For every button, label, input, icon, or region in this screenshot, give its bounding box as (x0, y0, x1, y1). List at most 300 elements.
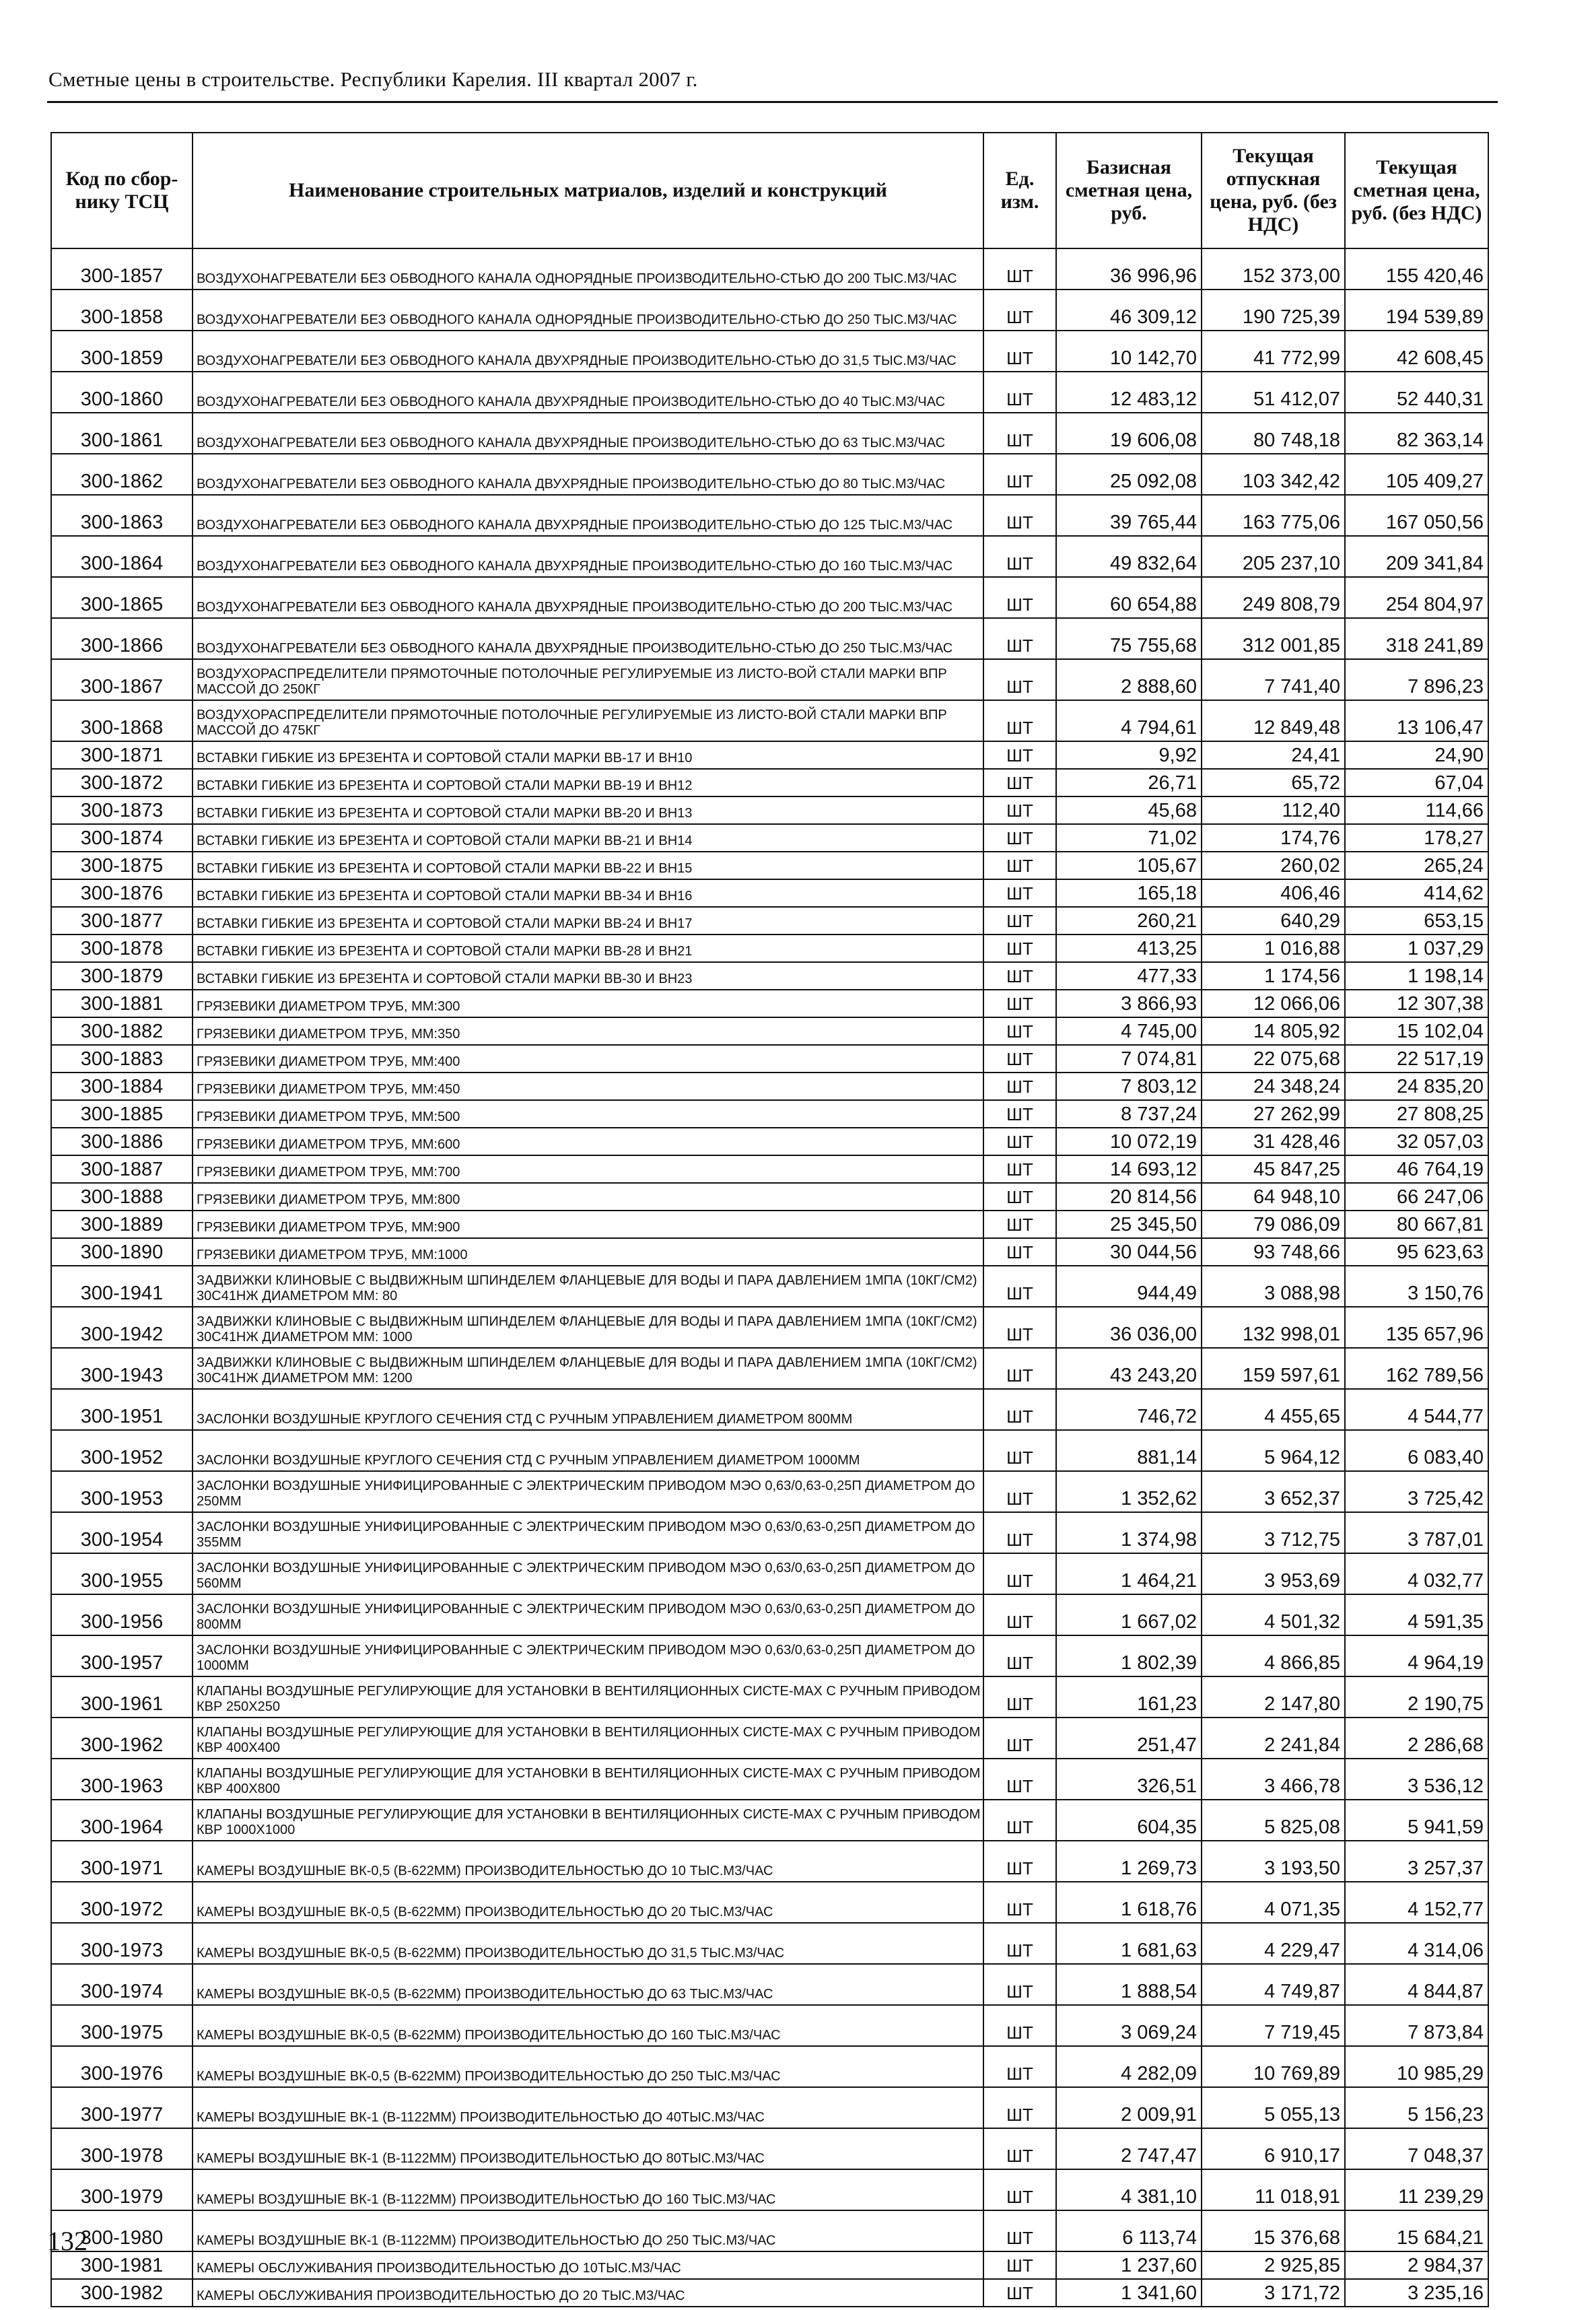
cell-release-price: 6 910,17 (1202, 2128, 1345, 2169)
cell-release-price: 27 262,99 (1202, 1100, 1345, 1128)
cell-base-price: 2 009,91 (1056, 2087, 1202, 2128)
table-row (51, 1155, 1488, 1183)
cell-name: ЗАСЛОНКИ ВОЗДУШНЫЕ УНИФИЦИРОВАННЫЕ С ЭЛЕКТРИЧЕСКИМ ПРИВОДОМ МЭО 0,63/0,63-0,25П ДИАМЕТРОМ ДО 560ММ (193, 1553, 983, 1594)
cell-release-price: 152 373,00 (1202, 248, 1345, 290)
cell-release-price: 4 866,85 (1202, 1635, 1345, 1676)
cell-unit: ШТ (983, 1238, 1056, 1266)
cell-code: 300-1868 (51, 700, 193, 741)
cell-code: 300-1867 (51, 659, 193, 700)
cell-code: 300-1971 (51, 1841, 193, 1882)
table-row (51, 1471, 1488, 1512)
cell-unit: ШТ (983, 2087, 1056, 2128)
cell-estimate-price: 11 239,29 (1345, 2169, 1488, 2210)
cell-base-price: 10 072,19 (1056, 1128, 1202, 1155)
cell-estimate-price: 15 102,04 (1345, 1017, 1488, 1045)
cell-base-price: 477,33 (1056, 962, 1202, 990)
cell-unit: ШТ (983, 1045, 1056, 1073)
cell-name: ВСТАВКИ ГИБКИЕ ИЗ БРЕЗЕНТА И СОРТОВОЙ СТАЛИ МАРКИ ВВ-22 И ВН15 (193, 852, 983, 879)
cell-estimate-price: 194 539,89 (1345, 290, 1488, 331)
cell-release-price: 65,72 (1202, 769, 1345, 796)
cell-release-price: 3 193,50 (1202, 1841, 1345, 1882)
cell-release-price: 3 652,37 (1202, 1471, 1345, 1512)
cell-unit: ШТ (983, 1841, 1056, 1882)
cell-base-price: 19 606,08 (1056, 413, 1202, 454)
cell-name: КАМЕРЫ ВОЗДУШНЫЕ ВК-1 (В-1122ММ) ПРОИЗВОДИТЕЛЬНОСТЬЮ ДО 160 ТЫС.М3/ЧАС (193, 2169, 983, 2210)
table-row (51, 1964, 1488, 2005)
table-row (51, 852, 1488, 879)
cell-estimate-price: 24,90 (1345, 741, 1488, 769)
cell-release-price: 3 953,69 (1202, 1553, 1345, 1594)
column-header-name: Наименование строительных матриалов, изделий и конструкций (193, 133, 983, 248)
cell-unit: ШТ (983, 907, 1056, 935)
table-row (51, 1430, 1488, 1471)
cell-base-price: 746,72 (1056, 1389, 1202, 1430)
table-row (51, 2169, 1488, 2210)
cell-name: КАМЕРЫ ВОЗДУШНЫЕ ВК-1 (В-1122ММ) ПРОИЗВОДИТЕЛЬНОСТЬЮ ДО 40ТЫС.М3/ЧАС (193, 2087, 983, 2128)
cell-estimate-price: 32 057,03 (1345, 1128, 1488, 1155)
cell-unit: ШТ (983, 2210, 1056, 2251)
table-row (51, 1594, 1488, 1635)
cell-code: 300-1886 (51, 1128, 193, 1155)
cell-release-price: 15 376,68 (1202, 2210, 1345, 2251)
cell-name: ГРЯЗЕВИКИ ДИАМЕТРОМ ТРУБ, ММ:800 (193, 1183, 983, 1211)
cell-estimate-price: 3 150,76 (1345, 1266, 1488, 1307)
cell-estimate-price: 4 314,06 (1345, 1923, 1488, 1964)
table-row (51, 659, 1488, 700)
cell-estimate-price: 135 657,96 (1345, 1307, 1488, 1348)
cell-unit: ШТ (983, 2128, 1056, 2169)
cell-code: 300-1961 (51, 1676, 193, 1718)
cell-code: 300-1941 (51, 1266, 193, 1307)
cell-base-price: 8 737,24 (1056, 1100, 1202, 1128)
column-header-release-price: Текущая отпускная цена, руб. (без НДС) (1202, 133, 1345, 248)
cell-estimate-price: 6 083,40 (1345, 1430, 1488, 1471)
cell-code: 300-1963 (51, 1759, 193, 1800)
cell-unit: ШТ (983, 2279, 1056, 2307)
table-body (51, 248, 1488, 2307)
cell-estimate-price: 3 787,01 (1345, 1512, 1488, 1553)
cell-unit: ШТ (983, 935, 1056, 962)
cell-release-price: 640,29 (1202, 907, 1345, 935)
cell-name: ЗАСЛОНКИ ВОЗДУШНЫЕ КРУГЛОГО СЕЧЕНИЯ СТД С РУЧНЫМ УПРАВЛЕНИЕМ ДИАМЕТРОМ 1000ММ (193, 1430, 983, 1471)
cell-release-price: 80 748,18 (1202, 413, 1345, 454)
cell-code: 300-1888 (51, 1183, 193, 1211)
cell-unit: ШТ (983, 2005, 1056, 2046)
table-row (51, 824, 1488, 852)
cell-name: ВСТАВКИ ГИБКИЕ ИЗ БРЕЗЕНТА И СОРТОВОЙ СТАЛИ МАРКИ ВВ-34 И ВН16 (193, 879, 983, 907)
table-row (51, 1800, 1488, 1841)
cell-code: 300-1862 (51, 454, 193, 495)
cell-base-price: 2 888,60 (1056, 659, 1202, 700)
cell-unit: ШТ (983, 2169, 1056, 2210)
table-row (51, 2279, 1488, 2307)
table-row (51, 536, 1488, 577)
cell-release-price: 3 466,78 (1202, 1759, 1345, 1800)
cell-code: 300-1972 (51, 1882, 193, 1923)
cell-unit: ШТ (983, 1073, 1056, 1100)
table-row (51, 1238, 1488, 1266)
cell-release-price: 5 964,12 (1202, 1430, 1345, 1471)
cell-unit: ШТ (983, 1718, 1056, 1759)
cell-base-price: 49 832,64 (1056, 536, 1202, 577)
cell-name: КАМЕРЫ ОБСЛУЖИВАНИЯ ПРОИЗВОДИТЕЛЬНОСТЬЮ ДО 10ТЫС.М3/ЧАС (193, 2251, 983, 2279)
cell-name: ВСТАВКИ ГИБКИЕ ИЗ БРЕЗЕНТА И СОРТОВОЙ СТАЛИ МАРКИ ВВ-19 И ВН12 (193, 769, 983, 796)
cell-release-price: 3 088,98 (1202, 1266, 1345, 1307)
cell-code: 300-1977 (51, 2087, 193, 2128)
cell-code: 300-1942 (51, 1307, 193, 1348)
cell-release-price: 24,41 (1202, 741, 1345, 769)
cell-release-price: 260,02 (1202, 852, 1345, 879)
cell-release-price: 112,40 (1202, 796, 1345, 824)
table-row (51, 618, 1488, 659)
cell-release-price: 5 055,13 (1202, 2087, 1345, 2128)
cell-unit: ШТ (983, 1471, 1056, 1512)
cell-base-price: 881,14 (1056, 1430, 1202, 1471)
cell-release-price: 4 455,65 (1202, 1389, 1345, 1430)
cell-estimate-price: 95 623,63 (1345, 1238, 1488, 1266)
cell-release-price: 64 948,10 (1202, 1183, 1345, 1211)
cell-code: 300-1864 (51, 536, 193, 577)
cell-name: КАМЕРЫ ВОЗДУШНЫЕ ВК-1 (В-1122ММ) ПРОИЗВОДИТЕЛЬНОСТЬЮ ДО 80ТЫС.М3/ЧАС (193, 2128, 983, 2169)
table-header-row (51, 133, 1488, 248)
cell-base-price: 1 341,60 (1056, 2279, 1202, 2307)
table-row (51, 907, 1488, 935)
cell-estimate-price: 7 896,23 (1345, 659, 1488, 700)
cell-base-price: 604,35 (1056, 1800, 1202, 1841)
table-row (51, 290, 1488, 331)
cell-base-price: 46 309,12 (1056, 290, 1202, 331)
cell-release-price: 41 772,99 (1202, 331, 1345, 372)
cell-code: 300-1978 (51, 2128, 193, 2169)
cell-release-price: 5 825,08 (1202, 1800, 1345, 1841)
cell-code: 300-1877 (51, 907, 193, 935)
cell-estimate-price: 4 544,77 (1345, 1389, 1488, 1430)
cell-unit: ШТ (983, 1266, 1056, 1307)
table-row (51, 1100, 1488, 1128)
cell-estimate-price: 66 247,06 (1345, 1183, 1488, 1211)
table-row (51, 1882, 1488, 1923)
cell-base-price: 165,18 (1056, 879, 1202, 907)
cell-name: ГРЯЗЕВИКИ ДИАМЕТРОМ ТРУБ, ММ:500 (193, 1100, 983, 1128)
cell-base-price: 12 483,12 (1056, 372, 1202, 413)
cell-base-price: 3 069,24 (1056, 2005, 1202, 2046)
cell-release-price: 205 237,10 (1202, 536, 1345, 577)
cell-code: 300-1982 (51, 2279, 193, 2307)
cell-base-price: 105,67 (1056, 852, 1202, 879)
column-header-base-price: Базисная сметная цена, руб. (1056, 133, 1202, 248)
cell-estimate-price: 2 190,75 (1345, 1676, 1488, 1718)
cell-name: ВСТАВКИ ГИБКИЕ ИЗ БРЕЗЕНТА И СОРТОВОЙ СТАЛИ МАРКИ ВВ-20 И ВН13 (193, 796, 983, 824)
cell-name: КЛАПАНЫ ВОЗДУШНЫЕ РЕГУЛИРУЮЩИЕ ДЛЯ УСТАНОВКИ В ВЕНТИЛЯЦИОННЫХ СИСТЕ-МАХ С РУЧНЫМ ПРИВОДОМ КВР 250Х250 (193, 1676, 983, 1718)
cell-name: ВОЗДУХОНАГРЕВАТЕЛИ БЕЗ ОБВОДНОГО КАНАЛА ДВУХРЯДНЫЕ ПРОИЗВОДИТЕЛЬНО-СТЬЮ ДО 160 ТЫС.М3/ЧАС (193, 536, 983, 577)
cell-unit: ШТ (983, 769, 1056, 796)
cell-name: ГРЯЗЕВИКИ ДИАМЕТРОМ ТРУБ, ММ:600 (193, 1128, 983, 1155)
table-row (51, 1718, 1488, 1759)
cell-name: ВОЗДУХОРАСПРЕДЕЛИТЕЛИ ПРЯМОТОЧНЫЕ ПОТОЛОЧНЫЕ РЕГУЛИРУЕМЫЕ ИЗ ЛИСТО-ВОЙ СТАЛИ МАРКИ ВПР МАССОЙ ДО 250КГ (193, 659, 983, 700)
cell-name: ВСТАВКИ ГИБКИЕ ИЗ БРЕЗЕНТА И СОРТОВОЙ СТАЛИ МАРКИ ВВ-17 И ВН10 (193, 741, 983, 769)
table-row (51, 1841, 1488, 1882)
cell-release-price: 93 748,66 (1202, 1238, 1345, 1266)
cell-unit: ШТ (983, 879, 1056, 907)
cell-base-price: 9,92 (1056, 741, 1202, 769)
cell-estimate-price: 254 804,97 (1345, 577, 1488, 618)
cell-base-price: 1 802,39 (1056, 1635, 1202, 1676)
cell-estimate-price: 3 725,42 (1345, 1471, 1488, 1512)
table-row (51, 1389, 1488, 1430)
cell-estimate-price: 653,15 (1345, 907, 1488, 935)
table-row (51, 1073, 1488, 1100)
cell-name: ЗАДВИЖКИ КЛИНОВЫЕ С ВЫДВИЖНЫМ ШПИНДЕЛЕМ ФЛАНЦЕВЫЕ ДЛЯ ВОДЫ И ПАРА ДАВЛЕНИЕМ 1МПА (10КГ/СМ2) 30С41НЖ ДИАМЕТРОМ ММ: 80 (193, 1266, 983, 1307)
cell-estimate-price: 414,62 (1345, 879, 1488, 907)
cell-release-price: 2 147,80 (1202, 1676, 1345, 1718)
cell-release-price: 163 775,06 (1202, 495, 1345, 536)
cell-unit: ШТ (983, 741, 1056, 769)
cell-estimate-price: 46 764,19 (1345, 1155, 1488, 1183)
cell-base-price: 4 745,00 (1056, 1017, 1202, 1045)
cell-name: КЛАПАНЫ ВОЗДУШНЫЕ РЕГУЛИРУЮЩИЕ ДЛЯ УСТАНОВКИ В ВЕНТИЛЯЦИОННЫХ СИСТЕ-МАХ С РУЧНЫМ ПРИВОДОМ КВР 400Х800 (193, 1759, 983, 1800)
cell-release-price: 12 849,48 (1202, 700, 1345, 741)
cell-release-price: 31 428,46 (1202, 1128, 1345, 1155)
cell-name: ВОЗДУХОНАГРЕВАТЕЛИ БЕЗ ОБВОДНОГО КАНАЛА ДВУХРЯДНЫЕ ПРОИЗВОДИТЕЛЬНО-СТЬЮ ДО 40 ТЫС.М3/ЧАС (193, 372, 983, 413)
cell-base-price: 4 282,09 (1056, 2046, 1202, 2087)
cell-name: ЗАСЛОНКИ ВОЗДУШНЫЕ УНИФИЦИРОВАННЫЕ С ЭЛЕКТРИЧЕСКИМ ПРИВОДОМ МЭО 0,63/0,63-0,25П ДИАМЕТРОМ ДО 355ММ (193, 1512, 983, 1553)
cell-base-price: 1 352,62 (1056, 1471, 1202, 1512)
cell-estimate-price: 5 156,23 (1345, 2087, 1488, 2128)
cell-code: 300-1954 (51, 1512, 193, 1553)
cell-unit: ШТ (983, 1594, 1056, 1635)
cell-estimate-price: 114,66 (1345, 796, 1488, 824)
cell-code: 300-1973 (51, 1923, 193, 1964)
cell-name: ГРЯЗЕВИКИ ДИАМЕТРОМ ТРУБ, ММ:300 (193, 990, 983, 1017)
cell-base-price: 260,21 (1056, 907, 1202, 935)
table-row (51, 2128, 1488, 2169)
cell-release-price: 249 808,79 (1202, 577, 1345, 618)
cell-unit: ШТ (983, 659, 1056, 700)
table-row (51, 1017, 1488, 1045)
cell-base-price: 10 142,70 (1056, 331, 1202, 372)
cell-code: 300-1885 (51, 1100, 193, 1128)
cell-name: ВОЗДУХОНАГРЕВАТЕЛИ БЕЗ ОБВОДНОГО КАНАЛА ДВУХРЯДНЫЕ ПРОИЗВОДИТЕЛЬНО-СТЬЮ ДО 31,5 ТЫС.М3/ЧАС (193, 331, 983, 372)
table-row (51, 413, 1488, 454)
table-row (51, 1307, 1488, 1348)
cell-base-price: 326,51 (1056, 1759, 1202, 1800)
cell-unit: ШТ (983, 1017, 1056, 1045)
cell-base-price: 7 803,12 (1056, 1073, 1202, 1100)
cell-estimate-price: 3 257,37 (1345, 1841, 1488, 1882)
cell-code: 300-1857 (51, 248, 193, 290)
table-row (51, 1183, 1488, 1211)
table-row (51, 495, 1488, 536)
cell-unit: ШТ (983, 577, 1056, 618)
cell-base-price: 251,47 (1056, 1718, 1202, 1759)
cell-code: 300-1875 (51, 852, 193, 879)
cell-unit: ШТ (983, 1211, 1056, 1238)
cell-name: ВОЗДУХОНАГРЕВАТЕЛИ БЕЗ ОБВОДНОГО КАНАЛА ОДНОРЯДНЫЕ ПРОИЗВОДИТЕЛЬНО-СТЬЮ ДО 200 ТЫС.М3/ЧАС (193, 248, 983, 290)
table-row (51, 1923, 1488, 1964)
cell-code: 300-1889 (51, 1211, 193, 1238)
cell-unit: ШТ (983, 1389, 1056, 1430)
cell-base-price: 2 747,47 (1056, 2128, 1202, 2169)
cell-base-price: 1 667,02 (1056, 1594, 1202, 1635)
cell-estimate-price: 82 363,14 (1345, 413, 1488, 454)
cell-estimate-price: 178,27 (1345, 824, 1488, 852)
cell-release-price: 190 725,39 (1202, 290, 1345, 331)
cell-estimate-price: 22 517,19 (1345, 1045, 1488, 1073)
cell-base-price: 25 345,50 (1056, 1211, 1202, 1238)
cell-estimate-price: 3 235,16 (1345, 2279, 1488, 2307)
cell-code: 300-1861 (51, 413, 193, 454)
cell-code: 300-1955 (51, 1553, 193, 1594)
cell-unit: ШТ (983, 1964, 1056, 2005)
page-number: 132 (47, 2226, 88, 2256)
table-row (51, 331, 1488, 372)
cell-estimate-price: 10 985,29 (1345, 2046, 1488, 2087)
cell-code: 300-1873 (51, 796, 193, 824)
cell-code: 300-1879 (51, 962, 193, 990)
cell-code: 300-1980 (51, 2210, 193, 2251)
table-row (51, 1045, 1488, 1073)
cell-code: 300-1878 (51, 935, 193, 962)
cell-release-price: 132 998,01 (1202, 1307, 1345, 1348)
cell-unit: ШТ (983, 331, 1056, 372)
cell-estimate-price: 4 964,19 (1345, 1635, 1488, 1676)
cell-code: 300-1872 (51, 769, 193, 796)
cell-release-price: 51 412,07 (1202, 372, 1345, 413)
cell-unit: ШТ (983, 1183, 1056, 1211)
table-row (51, 700, 1488, 741)
cell-release-price: 159 597,61 (1202, 1348, 1345, 1389)
cell-unit: ШТ (983, 1759, 1056, 1800)
cell-unit: ШТ (983, 1128, 1056, 1155)
cell-unit: ШТ (983, 2251, 1056, 2279)
cell-name: ГРЯЗЕВИКИ ДИАМЕТРОМ ТРУБ, ММ:700 (193, 1155, 983, 1183)
cell-base-price: 20 814,56 (1056, 1183, 1202, 1211)
cell-name: КАМЕРЫ ВОЗДУШНЫЕ ВК-0,5 (В-622ММ) ПРОИЗВОДИТЕЛЬНОСТЬЮ ДО 10 ТЫС.М3/ЧАС (193, 1841, 983, 1882)
cell-unit: ШТ (983, 852, 1056, 879)
cell-name: ВОЗДУХОНАГРЕВАТЕЛИ БЕЗ ОБВОДНОГО КАНАЛА ДВУХРЯДНЫЕ ПРОИЗВОДИТЕЛЬНО-СТЬЮ ДО 63 ТЫС.М3/ЧАС (193, 413, 983, 454)
cell-name: КАМЕРЫ ВОЗДУШНЫЕ ВК-0,5 (В-622ММ) ПРОИЗВОДИТЕЛЬНОСТЬЮ ДО 31,5 ТЫС.М3/ЧАС (193, 1923, 983, 1964)
cell-code: 300-1874 (51, 824, 193, 852)
cell-name: ЗАДВИЖКИ КЛИНОВЫЕ С ВЫДВИЖНЫМ ШПИНДЕЛЕМ ФЛАНЦЕВЫЕ ДЛЯ ВОДЫ И ПАРА ДАВЛЕНИЕМ 1МПА (10КГ/СМ2) 30С41НЖ ДИАМЕТРОМ ММ: 1200 (193, 1348, 983, 1389)
cell-base-price: 30 044,56 (1056, 1238, 1202, 1266)
cell-estimate-price: 80 667,81 (1345, 1211, 1488, 1238)
cell-release-price: 406,46 (1202, 879, 1345, 907)
cell-code: 300-1858 (51, 290, 193, 331)
table-row (51, 2087, 1488, 2128)
cell-base-price: 1 374,98 (1056, 1512, 1202, 1553)
cell-unit: ШТ (983, 290, 1056, 331)
cell-unit: ШТ (983, 1155, 1056, 1183)
cell-name: ВОЗДУХОНАГРЕВАТЕЛИ БЕЗ ОБВОДНОГО КАНАЛА ДВУХРЯДНЫЕ ПРОИЗВОДИТЕЛЬНО-СТЬЮ ДО 80 ТЫС.М3/ЧАС (193, 454, 983, 495)
cell-estimate-price: 7 873,84 (1345, 2005, 1488, 2046)
header-rule (47, 101, 1498, 103)
cell-base-price: 7 074,81 (1056, 1045, 1202, 1073)
table-row (51, 1128, 1488, 1155)
cell-estimate-price: 12 307,38 (1345, 990, 1488, 1017)
table-row (51, 2046, 1488, 2087)
cell-unit: ШТ (983, 1882, 1056, 1923)
cell-unit: ШТ (983, 1800, 1056, 1841)
cell-base-price: 36 036,00 (1056, 1307, 1202, 1348)
cell-release-price: 174,76 (1202, 824, 1345, 852)
cell-code: 300-1952 (51, 1430, 193, 1471)
table-row (51, 1512, 1488, 1553)
cell-name: ГРЯЗЕВИКИ ДИАМЕТРОМ ТРУБ, ММ:1000 (193, 1238, 983, 1266)
cell-unit: ШТ (983, 1430, 1056, 1471)
cell-unit: ШТ (983, 454, 1056, 495)
cell-estimate-price: 265,24 (1345, 852, 1488, 879)
cell-unit: ШТ (983, 248, 1056, 290)
cell-base-price: 3 866,93 (1056, 990, 1202, 1017)
cell-estimate-price: 105 409,27 (1345, 454, 1488, 495)
table-row (51, 1553, 1488, 1594)
cell-base-price: 36 996,96 (1056, 248, 1202, 290)
cell-estimate-price: 1 198,14 (1345, 962, 1488, 990)
cell-code: 300-1957 (51, 1635, 193, 1676)
cell-code: 300-1951 (51, 1389, 193, 1430)
table-row (51, 2251, 1488, 2279)
cell-estimate-price: 155 420,46 (1345, 248, 1488, 290)
cell-name: ГРЯЗЕВИКИ ДИАМЕТРОМ ТРУБ, ММ:400 (193, 1045, 983, 1073)
cell-unit: ШТ (983, 1307, 1056, 1348)
cell-code: 300-1981 (51, 2251, 193, 2279)
cell-release-price: 24 348,24 (1202, 1073, 1345, 1100)
cell-base-price: 4 381,10 (1056, 2169, 1202, 2210)
column-header-unit: Ед. изм. (983, 133, 1056, 248)
cell-name: КАМЕРЫ ВОЗДУШНЫЕ ВК-0,5 (В-622ММ) ПРОИЗВОДИТЕЛЬНОСТЬЮ ДО 20 ТЫС.М3/ЧАС (193, 1882, 983, 1923)
cell-estimate-price: 4 844,87 (1345, 1964, 1488, 2005)
cell-base-price: 4 794,61 (1056, 700, 1202, 741)
cell-unit: ШТ (983, 413, 1056, 454)
cell-code: 300-1974 (51, 1964, 193, 2005)
cell-release-price: 79 086,09 (1202, 1211, 1345, 1238)
table-row (51, 1266, 1488, 1307)
table-row (51, 454, 1488, 495)
cell-base-price: 6 113,74 (1056, 2210, 1202, 2251)
cell-base-price: 43 243,20 (1056, 1348, 1202, 1389)
table-row (51, 962, 1488, 990)
cell-name: ВОЗДУХОНАГРЕВАТЕЛИ БЕЗ ОБВОДНОГО КАНАЛА ДВУХРЯДНЫЕ ПРОИЗВОДИТЕЛЬНО-СТЬЮ ДО 200 ТЫС.М3/ЧАС (193, 577, 983, 618)
table-row (51, 577, 1488, 618)
cell-code: 300-1881 (51, 990, 193, 1017)
cell-unit: ШТ (983, 824, 1056, 852)
cell-code: 300-1976 (51, 2046, 193, 2087)
cell-release-price: 12 066,06 (1202, 990, 1345, 1017)
cell-base-price: 1 618,76 (1056, 1882, 1202, 1923)
cell-estimate-price: 4 152,77 (1345, 1882, 1488, 1923)
cell-code: 300-1953 (51, 1471, 193, 1512)
cell-estimate-price: 209 341,84 (1345, 536, 1488, 577)
cell-name: ГРЯЗЕВИКИ ДИАМЕТРОМ ТРУБ, ММ:450 (193, 1073, 983, 1100)
cell-name: КЛАПАНЫ ВОЗДУШНЫЕ РЕГУЛИРУЮЩИЕ ДЛЯ УСТАНОВКИ В ВЕНТИЛЯЦИОННЫХ СИСТЕ-МАХ С РУЧНЫМ ПРИВОДОМ КВР 1000Х1000 (193, 1800, 983, 1841)
cell-code: 300-1964 (51, 1800, 193, 1841)
cell-name: ЗАСЛОНКИ ВОЗДУШНЫЕ УНИФИЦИРОВАННЫЕ С ЭЛЕКТРИЧЕСКИМ ПРИВОДОМ МЭО 0,63/0,63-0,25П ДИАМЕТРОМ ДО 1000ММ (193, 1635, 983, 1676)
table-row (51, 1348, 1488, 1389)
cell-estimate-price: 7 048,37 (1345, 2128, 1488, 2169)
cell-estimate-price: 3 536,12 (1345, 1759, 1488, 1800)
cell-estimate-price: 2 286,68 (1345, 1718, 1488, 1759)
cell-name: КАМЕРЫ ОБСЛУЖИВАНИЯ ПРОИЗВОДИТЕЛЬНОСТЬЮ ДО 20 ТЫС.М3/ЧАС (193, 2279, 983, 2307)
cell-name: ЗАДВИЖКИ КЛИНОВЫЕ С ВЫДВИЖНЫМ ШПИНДЕЛЕМ ФЛАНЦЕВЫЕ ДЛЯ ВОДЫ И ПАРА ДАВЛЕНИЕМ 1МПА (10КГ/СМ2) 30С41НЖ ДИАМЕТРОМ ММ: 1000 (193, 1307, 983, 1348)
cell-name: КЛАПАНЫ ВОЗДУШНЫЕ РЕГУЛИРУЮЩИЕ ДЛЯ УСТАНОВКИ В ВЕНТИЛЯЦИОННЫХ СИСТЕ-МАХ С РУЧНЫМ ПРИВОДОМ КВР 400Х400 (193, 1718, 983, 1759)
cell-estimate-price: 27 808,25 (1345, 1100, 1488, 1128)
cell-release-price: 3 712,75 (1202, 1512, 1345, 1553)
cell-name: ГРЯЗЕВИКИ ДИАМЕТРОМ ТРУБ, ММ:350 (193, 1017, 983, 1045)
cell-name: ВСТАВКИ ГИБКИЕ ИЗ БРЕЗЕНТА И СОРТОВОЙ СТАЛИ МАРКИ ВВ-28 И ВН21 (193, 935, 983, 962)
cell-estimate-price: 67,04 (1345, 769, 1488, 796)
cell-base-price: 39 765,44 (1056, 495, 1202, 536)
cell-unit: ШТ (983, 1100, 1056, 1128)
